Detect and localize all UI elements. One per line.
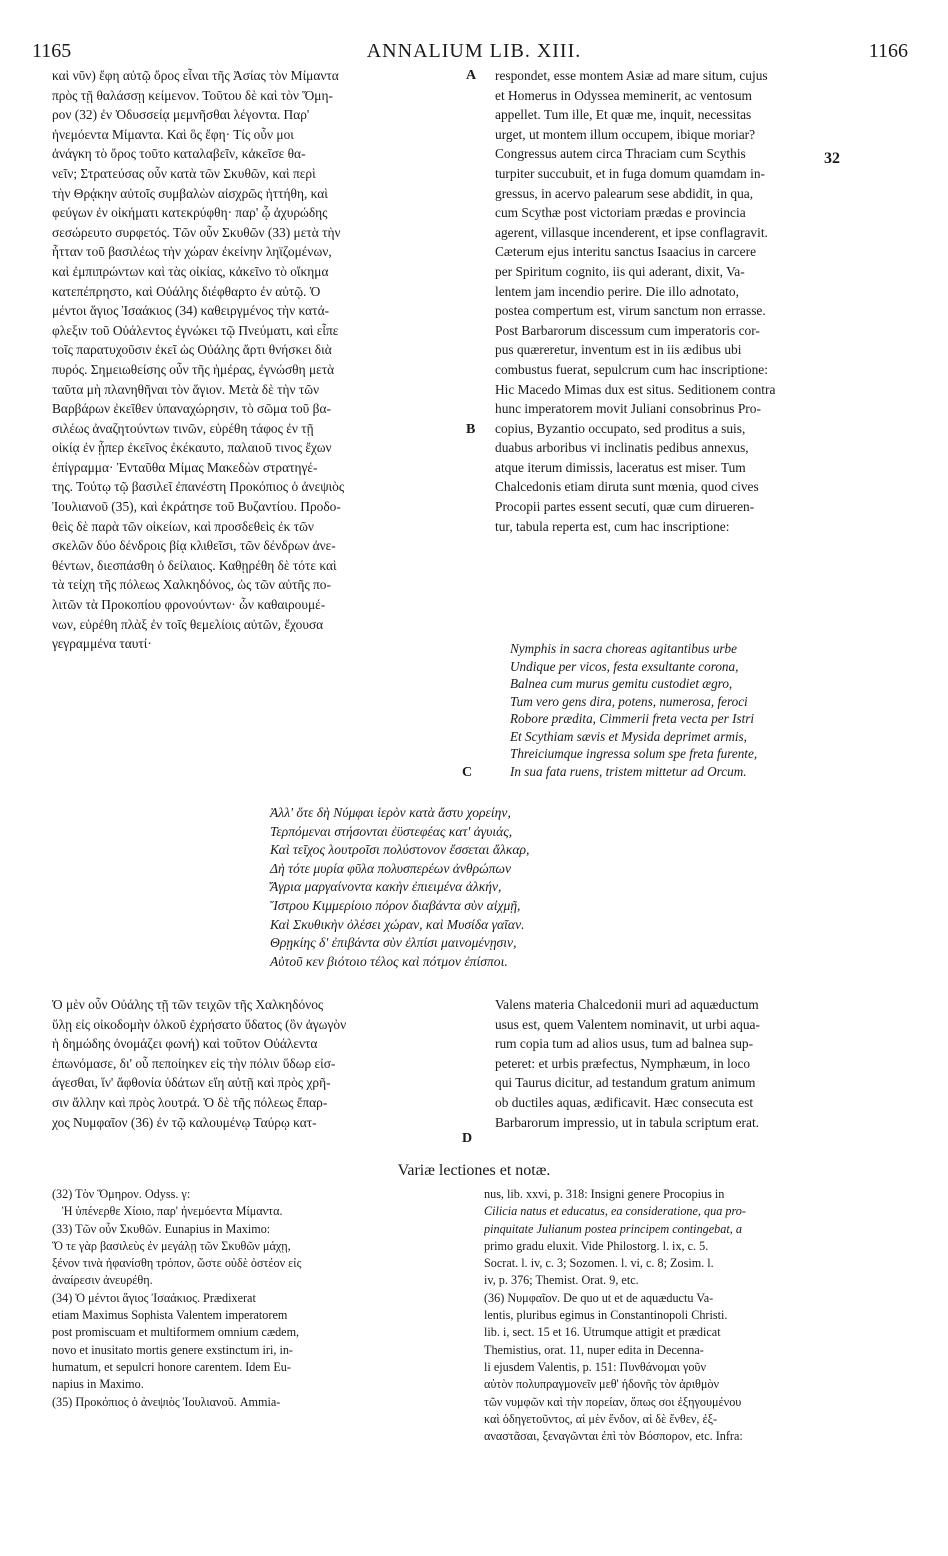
verse-line: Αὐτοῦ κεν βιότοιο τέλος καὶ πότμον ἐπίσποι.	[270, 953, 508, 969]
text-line: νεῖν; Στρατεύσας οὖν κατὰ τῶν Σκυθῶν, καὶ περὶ	[52, 165, 316, 181]
margin-letter-b: B	[466, 422, 476, 437]
text-line: peteret: et urbis præfectus, Nymphæum, in loco	[495, 1055, 751, 1071]
text-line: γεγραμμένα ταυτί·	[52, 636, 152, 652]
note-line: napius in Maximo.	[52, 1377, 144, 1392]
text-line: qui Taurus dicitur, ad testandum gratum animum	[495, 1075, 756, 1091]
text-line: hunc imperatorem movit Juliani consobrinus Pro-	[495, 401, 761, 417]
text-line: καὶ ἐμπιπρώντων καὶ τὰς οἰκίας, κἀκεῖνο τὸ οἴκημα	[52, 263, 329, 279]
text-line: cum Scythæ post victoriam prædas e provincia	[495, 205, 746, 221]
text-line: ἐπωνόμασε, δι' οὗ πεποίηκεν εἰς τὴν πόλιν ὕδωρ εἰσ-	[52, 1055, 336, 1071]
text-line: τοῖς παρατυχοῦσιν ἐκεῖ ὡς Οὐάλης ἄρτι θνήσκει διὰ	[52, 342, 332, 358]
note-line: τῶν νυμφῶν καὶ τὴν πορείαν, ὅπως σοι ἐξηγουμένου	[484, 1394, 742, 1409]
margin-letter-c: C	[462, 765, 473, 780]
text-line: Barbarorum impressio, ut in tabula scriptum erat.	[495, 1114, 760, 1130]
text-line: θέντων, διεσπάσθη ὁ δείλαιος. Καθῃρέθη δὲ τότε καὶ	[52, 557, 337, 573]
notes-right-column	[484, 1186, 904, 1445]
text-line: της. Τούτῳ τῷ βασιλεῖ ἐπανέστη Προκόπιος ὁ ἀνεψιὸς	[52, 479, 345, 495]
greek-text-lower	[52, 995, 460, 1132]
text-line: copius, Byzantio occupato, sed proditus a suis,	[495, 420, 746, 436]
note-line: αναστᾶσαι, ξεναγῶνται ἐπὶ τὸν Βόσπορον, etc. Infra:	[484, 1429, 743, 1444]
verse-line: Et Scythiam sævis et Mysida deprimet armis,	[510, 728, 747, 744]
text-line: rum copia tum ad alios usus, tum ad balnea sup-	[495, 1036, 754, 1052]
text-line: Procopii partes essent secuti, quæ cum dirueren-	[495, 499, 755, 515]
verse-line: Ἄγρια μαργαίνοντα κακὴν ἐπιειμένα ἀλκήν,	[270, 879, 502, 895]
text-line: Hic Macedo Mimas dux est situs. Seditionem contra	[495, 381, 776, 397]
note-line: (32) Τὸν Ὅμηρον. Odyss. γ:	[52, 1187, 191, 1201]
note-line: li ejusdem Valentis, p. 151: Πυνθάνομαι γοῦν	[484, 1359, 706, 1374]
margin-letter-a: A	[466, 68, 477, 83]
text-line: agerent, villasque incenderent, et ipse conflagravit.	[495, 224, 768, 240]
text-line: lentem jam incendio perire. Die illo adnotato,	[495, 283, 739, 299]
text-line: tur, tabula reperta est, cum hac inscriptione:	[495, 518, 730, 534]
text-line: Chalcedonis etiam diruta sunt mœnia, quod cives	[495, 479, 759, 495]
text-line: σιλέως ἀναζητούντων τινῶν, εὑρέθη τάφος ἐν τῇ	[52, 420, 314, 436]
text-line: respondet, esse montem Asiæ ad mare situm, cujus	[495, 68, 768, 83]
text-line: turpiter succubuit, et in fuga domum quamdam in-	[495, 165, 765, 181]
verse-line: Θρῃκίης δ' ἐπιβάντα σὺν ἐλπίσι μαινομένῃσιν,	[270, 935, 517, 951]
text-line: σιν ἄλλην καὶ πρὸς λουτρά. Ὁ δὲ τῆς πόλεως ἔπαρ-	[52, 1094, 328, 1110]
note-line: pinquitate Julianum postea principem contingebat, a	[484, 1221, 742, 1236]
verse-line: Balnea cum murus gemitu custodiet ægro,	[510, 676, 733, 691]
text-line: et Homerus in Odyssea meminerit, ac ventosum	[495, 87, 752, 103]
text-line: Βαρβάρων ἐκεῖθεν ὑπαναχώρησιν, τὸ σῶμα τοῦ βα-	[52, 401, 331, 417]
note-line: Ἡ ὑπένερθε Χίοιο, παρ' ἠνεμόεντα Μίμαντα.	[62, 1204, 283, 1219]
text-line: ἐπίγραμμα· Ἐνταῦθα Μίμας Μακεδὼν στρατηγέ-	[52, 459, 318, 475]
verse-line: Threiciumque ingressa solum spe freta furente,	[510, 746, 758, 761]
text-line: σεσώρευτο συρφετός. Τῶν οὖν Σκυθῶν (33) μετὰ τὴν	[52, 224, 341, 240]
text-line: ἠνεμόεντα Μίμαντα. Καὶ ὃς ἔφη· Τίς οὖν μοι	[52, 126, 294, 142]
note-line: lentis, pluribus egimus in Constantinopoli Christi.	[484, 1308, 728, 1323]
notes-left-column	[52, 1186, 460, 1411]
verse-line: Ἀλλ' ὅτε δὴ Νύμφαι ἱερὸν κατὰ ἄστυ χορείην,	[270, 805, 511, 820]
text-line: άγεσθαι, ἵν' ἄφθονία ὑδάτων εἴη αὐτῇ καὶ πρὸς χρῆ-	[52, 1075, 331, 1091]
text-line: postea compertum est, virum sanctum non errasse.	[495, 303, 766, 319]
text-line: νων, εὑρέθη πλὰξ ἐν τοῖς θεμελίοις αὐτῶν, ἔχουσα	[52, 616, 324, 632]
verse-line: Τερπόμεναι στήσονται ἐϋστεφέας κατ' ἀγυιάς,	[270, 823, 513, 839]
text-line: ἀνάγκη τὸ ὄρος τοῦτο καταλαβεῖν, κἀκεῖσε θα-	[52, 146, 306, 162]
text-line: duabus arboribus vi inclinatis pedibus annexus,	[495, 440, 749, 456]
note-line: (33) Τῶν οὖν Σκυθῶν. Eunapius in Maximo:	[52, 1221, 271, 1236]
margin-letter-d: D	[462, 1131, 473, 1146]
text-line: καὶ νῦν) ἔφη αὐτῷ ὄρος εἶναι τῆς Ἀσίας τὸν Μίμαντα	[52, 68, 339, 83]
note-line: (34) Ὁ μέντοι ἅγιος Ἰσαάκιος. Prædixerat	[52, 1290, 256, 1305]
latin-text-upper	[495, 66, 915, 536]
text-line: φλεξιν τοῦ Οὐάλεντος ἐγνώκει τῷ Πνεύματι, καὶ εἶπε	[52, 322, 339, 338]
note-line: ἀναίρεσιν ἀνευρέθη.	[52, 1273, 153, 1288]
note-line: ξένον τινὰ ἠφανίσθη τρόπον, ὥστε οὐδὲ ὀστέον εἰς	[52, 1256, 302, 1271]
verse-line: Καὶ τεῖχος λουτροῖσι πολύστονον ἔσσεται ἄλκαρ,	[270, 842, 530, 858]
note-line: Socrat. l. iv, c. 3; Sozomen. l. vi, c. 8; Zosim. l.	[484, 1256, 714, 1271]
text-line: urget, ut montem illum occupem, ibique moriar?	[495, 126, 756, 142]
text-line: Cæterum ejus interitu sanctus Isaacius in carcere	[495, 244, 757, 260]
greek-poem	[270, 804, 529, 971]
text-line: θεὶς δὲ παρὰ τῶν οἰκείων, καὶ προσδεθεὶς ἐκ τῶν	[52, 518, 314, 534]
text-line: λιτῶν τὰ Προκοπίου φρονούντων· ὧν καθαιρουμέ-	[52, 597, 326, 613]
text-line: combustus fuerat, sepulcrum cum hac inscriptione:	[495, 361, 768, 377]
text-line: ταῦτα μὴ πλανηθῆναι τὸν ἅγιον. Μετὰ δὲ τὴν τῶν	[52, 381, 320, 397]
text-line: ἡ δημώδης ὀνομάζει φωνή) καὶ τοῦτον Οὐάλεντα	[52, 1036, 318, 1052]
verse-line: Tum vero gens dira, potens, numerosa, feroci	[510, 693, 748, 709]
text-line: χος Νυμφαῖον (36) ἐν τῷ καλουμένῳ Ταύρῳ κατ-	[52, 1114, 317, 1130]
verse-line: In sua fata ruens, tristem mittetur ad Orcum.	[510, 763, 747, 779]
note-line: humatum, et sepulcri honore carentem. Idem Eu-	[52, 1359, 291, 1374]
text-line: πρὸς τῇ θαλάσσῃ κείμενον. Τοῦτου δὲ καὶ τὸν Ὅμη-	[52, 87, 333, 103]
note-line: καὶ ὁδηγετοῦντος, αἱ μὲν ἔνδον, αἱ δὲ ἔνθεν, ἐξ-	[484, 1411, 718, 1426]
text-line: pus quæreretur, inventum est in iis ædibus ubi	[495, 342, 742, 358]
note-line: (35) Προκόπιος ὁ ἀνεψιὸς Ἰουλιανοῦ. Ammia-	[52, 1394, 281, 1409]
text-line: τὴν Θρᾴκην αὐτοῖς συμβαλὼν αἰσχρῶς ἡττήθη, καὶ	[52, 185, 328, 201]
text-line: ρον (32) ἐν Ὀδυσσείᾳ μεμνῆσθαι λέγοντα. Παρ'	[52, 107, 310, 123]
text-line: atque iterum dimissis, laceratus est miser. Tum	[495, 459, 746, 475]
verse-line: Undique per vicos, festa exsultante corona,	[510, 658, 739, 674]
note-line: post promiscuam et multiformem omnium cædem,	[52, 1325, 300, 1340]
variae-lectiones-heading: Variæ lectiones et notæ.	[397, 1162, 551, 1179]
text-line: οἰκίᾳ ἐν ᾗπερ ἐκεῖνος ἐκέκαυτο, παλαιοῦ τινος ἔχων	[52, 440, 332, 456]
note-line: nus, lib. xxvi, p. 318: Insigni genere Procopius in	[484, 1187, 725, 1201]
latin-poem	[510, 640, 757, 780]
note-line: novo et inusitato mortis genere exstinctum iri, in-	[52, 1342, 293, 1357]
verse-line: Nymphis in sacra choreas agitantibus urbe	[510, 641, 737, 656]
running-title: ANNALIUM LIB. XIII.	[366, 40, 582, 62]
text-line: Ἰουλιανοῦ (35), καὶ ἐκράτησε τοῦ Βυζαντίου. Προδο-	[52, 499, 341, 515]
left-page-number: 1165	[32, 40, 72, 62]
text-line: μέντοι ἅγιος Ἰσαάκιος (34) καθειργμένος τὴν κατά-	[52, 303, 330, 319]
right-page-number: 1166	[868, 40, 908, 62]
text-line: usus est, quem Valentem nominavit, ut urbi aqua-	[495, 1016, 760, 1032]
text-line: appellet. Tum ille, Et quæ me, inquit, necessitas	[495, 107, 752, 123]
text-line: ob ductiles aquas, ædificavit. Hæc consecuta est	[495, 1094, 754, 1110]
note-line: etiam Maximus Sophista Valentem imperatorem	[52, 1308, 288, 1323]
note-line: Ὅ τε γὰρ βασιλεὺς ἐν μεγάλῃ τῶν Σκυθῶν μάχῃ,	[52, 1238, 291, 1253]
text-line: κατεπέπρηστο, καὶ Οὐάλης διέφθαρτο ἐν αὐτῷ. Ὁ	[52, 283, 321, 299]
note-line: lib. i, sect. 15 et 16. Utrumque attigit et prædicat	[484, 1325, 721, 1340]
text-line: Ὁ μὲν οὖν Οὐάλης τῇ τῶν τειχῶν τῆς Χαλκηδόνος	[52, 997, 324, 1012]
text-line: Post Barbarorum discessum cum imperatoris cor-	[495, 322, 760, 338]
text-line: ἧτταν τοῦ βασιλέως τὴν χώραν ἐκείνην ληϊζομένων,	[52, 244, 332, 260]
text-line: Congressus autem circa Thraciam cum Scythis	[495, 146, 746, 162]
note-line: αὐτὸν πολυπραγμονεῖν μεθ' ἡδονῆς τὸν ἀριθμὸν	[484, 1377, 720, 1392]
verse-line: Ἴστρου Κιμμερίοιο πόρον διαβάντα σὺν αἰχμῇ,	[270, 897, 521, 913]
latin-text-lower	[495, 995, 915, 1132]
text-line: ὕλῃ εἰς οἰκοδομὴν ὀλκοῦ ἐχρήσατο ὕδατος (ὃν ἀγωγὸν	[52, 1016, 347, 1032]
text-line: gressus, in acervo palearum sese abdidit, in qua,	[495, 185, 754, 201]
text-line: τὰ τείχη τῆς πόλεως Χαλκηδόνος, ὡς τῶν αὐτῆς πο-	[52, 577, 331, 593]
verse-line: Robore prædita, Cimmerii freta vecta per Istri	[510, 711, 755, 726]
text-line: σκελῶν δύο δένδροις βίᾳ κλιθεῖσι, τῶν δένδρων ἀνε-	[52, 538, 336, 554]
inline-column-number: 32	[824, 150, 840, 167]
text-line: πυρός. Σημειωθείσης οὖν τῆς ἡμέρας, ἐγνώσθη μετὰ	[52, 361, 335, 377]
note-line: Themistius, orat. 11, nuper edita in Decenna-	[484, 1342, 704, 1357]
verse-line: Καὶ Σκυθικὴν ὀλέσει χώραν, καὶ Μυσίδα γαῖαν.	[270, 916, 525, 932]
text-line: Valens materia Chalcedonii muri ad aquæductum	[495, 997, 759, 1012]
text-line: φεύγων ἐν οἰκήματι κατεκρύφθη· παρ' ᾧ ἀχυρώδης	[52, 205, 328, 221]
note-line: Cilicia natus et educatus, ea consideratione, qua pro-	[484, 1204, 746, 1219]
greek-text-upper	[52, 66, 460, 654]
note-line: (36) Νυμφαῖον. De quo ut et de aquæductu Va-	[484, 1290, 714, 1305]
note-line: primo gradu eluxit. Vide Philostorg. l. ix, c. 5.	[484, 1238, 709, 1253]
note-line: iv, p. 376; Themist. Orat. 9, etc.	[484, 1273, 639, 1288]
verse-line: Δὴ τότε μυρία φῦλα πολυσπερέων ἀνθρώπων	[270, 860, 512, 876]
text-line: per Spiritum cognito, iis qui aderant, dixit, Va-	[495, 263, 745, 279]
